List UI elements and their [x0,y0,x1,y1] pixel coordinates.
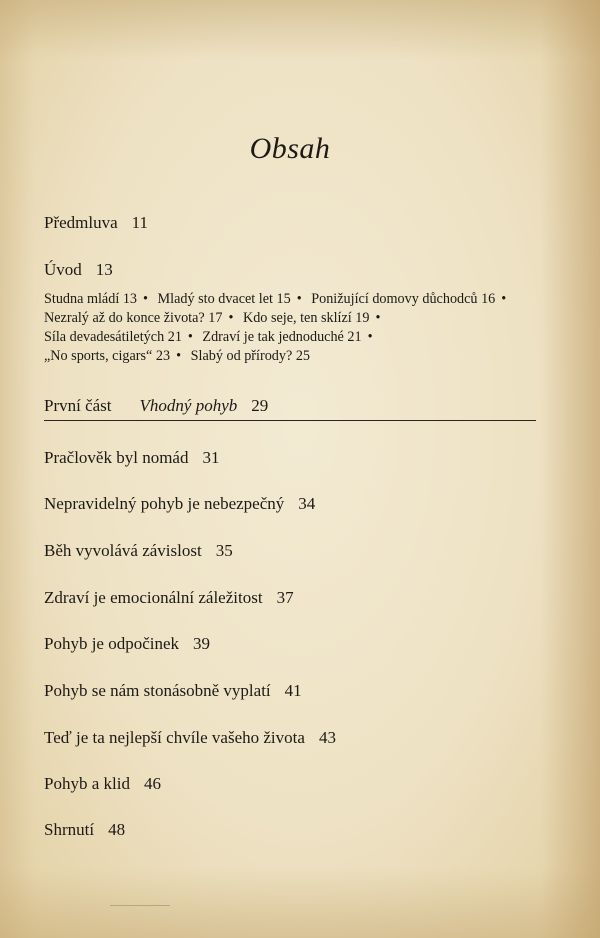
chapter-entry: Zdraví je emocionální záležitost 37 [44,588,294,607]
chapter-entry: Běh vyvolává závislost 35 [44,541,233,560]
chapter-entry: Pohyb je odpočinek 39 [44,634,211,653]
bullet: • [367,329,373,345]
entry-label: Úvod [44,260,82,279]
chapter-entry: Pohyb se nám stonásobně vyplatí 41 [44,681,302,700]
entry-page: 11 [131,213,149,232]
ink-smudge [110,905,170,906]
page-title: Obsah [249,132,331,165]
chapter-entry: Pračlověk byl nomád 31 [44,448,220,467]
part-title: Vhodný pohyb [139,396,238,415]
subentry: Studna mládí 13 [44,291,138,307]
part-divider [44,420,536,421]
subentry: Slabý od přírody? 25 [190,348,311,364]
chapter-entry: Teď je ta nejlepší chvíle vašeho života 43 [44,728,336,747]
chapter-entry: Pohyb a klid 46 [44,774,161,793]
bullet: • [375,310,381,326]
toc-entry-preface [44,213,148,233]
part-heading [44,396,268,416]
subentry: Ponižující domovy důchodců 16 [311,291,496,307]
bullet: • [187,329,193,345]
bullet: • [176,348,182,364]
toc-entry-intro [44,260,113,280]
subentry: Mladý sto dvacet let 15 [157,291,291,307]
part-label: První část [44,396,112,415]
subentry: Nezralý až do konce života? 17 [44,310,223,326]
bullet: • [501,291,507,307]
subentry: Síla devadesátiletých 21 [44,329,182,345]
bullet: • [296,291,302,307]
entry-label: Předmluva [44,213,118,232]
intro-subentries [44,290,514,366]
page-edge-top [0,0,600,60]
chapter-entry: Nepravidelný pohyb je nebezpečný 34 [44,494,316,513]
subentry: Zdraví je tak jednoduché 21 [202,329,362,345]
chapter-entry: Shrnutí 48 [44,820,126,839]
subentry: „No sports, cigars“ 23 [44,348,171,364]
bullet: • [228,310,234,326]
page-edge-bottom [0,868,600,938]
part-page: 29 [251,396,269,415]
entry-page: 13 [95,260,113,279]
bullet: • [143,291,148,307]
subentry: Kdo seje, ten sklízí 19 [242,310,370,326]
